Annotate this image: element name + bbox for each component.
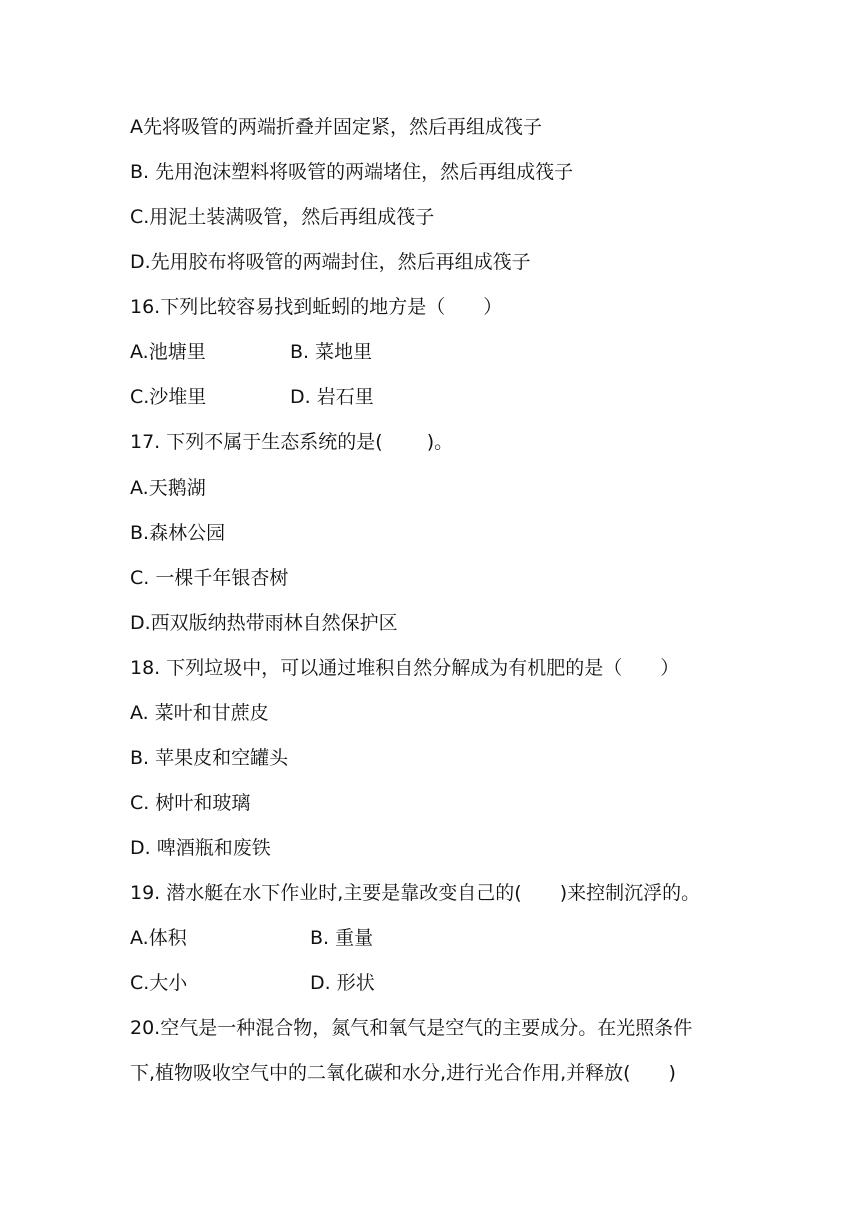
q16-options-row-1 (130, 340, 373, 364)
q16-options-row-2 (130, 385, 374, 409)
q16-option-d: D. 岩石里 (290, 386, 374, 408)
q19-options-row-1 (130, 926, 374, 950)
q17-option-a: A.天鹅湖 (130, 477, 206, 499)
q18-option-d: D. 啤酒瓶和废铁 (130, 837, 271, 859)
q19-option-b: B. 重量 (310, 927, 374, 949)
q17-option-c: C. 一棵千年银杏树 (130, 567, 289, 589)
q18-option-b: B. 苹果皮和空罐头 (130, 747, 289, 769)
q15-option-d: D.先用胶布将吸管的两端封住，然后再组成筏子 (130, 251, 531, 273)
q16-option-a: A.池塘里 (130, 341, 206, 363)
q17-option-b: B.森林公园 (130, 522, 226, 544)
q19-option-c: C.大小 (130, 972, 188, 994)
q15-option-b: B. 先用泡沫塑料将吸管的两端堵住，然后再组成筏子 (130, 161, 574, 183)
q15-option-c: C.用泥土装满吸管，然后再组成筏子 (130, 206, 435, 228)
q20-stem-line-1: 20.空气是一种混合物，氮气和氧气是空气的主要成分。在光照条件 (130, 1017, 693, 1039)
q20-stem-line-2: 下,植物吸收空气中的二氧化碳和水分,进行光合作用,并释放( ) (130, 1062, 676, 1084)
q15-option-a: A先将吸管的两端折叠并固定紧，然后再组成筏子 (130, 116, 542, 138)
q16-stem: 16.下列比较容易找到蚯蚓的地方是（ ） (130, 296, 503, 318)
q18-option-a: A. 菜叶和甘蔗皮 (130, 702, 269, 724)
q17-option-d: D.西双版纳热带雨林自然保护区 (130, 612, 398, 634)
q19-options-row-2 (130, 971, 375, 995)
q18-stem: 18. 下列垃圾中，可以通过堆积自然分解成为有机肥的是（ ） (130, 657, 680, 679)
q19-stem: 19. 潜水艇在水下作业时,主要是靠改变自己的( )来控制沉浮的。 (130, 882, 701, 904)
q16-option-c: C.沙堆里 (130, 386, 207, 408)
q19-option-a: A.体积 (130, 927, 187, 949)
q18-option-c: C. 树叶和玻璃 (130, 792, 251, 814)
q17-stem: 17. 下列不属于生态系统的是( )。 (130, 431, 454, 453)
q16-option-b: B. 菜地里 (290, 341, 373, 363)
q19-option-d: D. 形状 (310, 972, 375, 994)
